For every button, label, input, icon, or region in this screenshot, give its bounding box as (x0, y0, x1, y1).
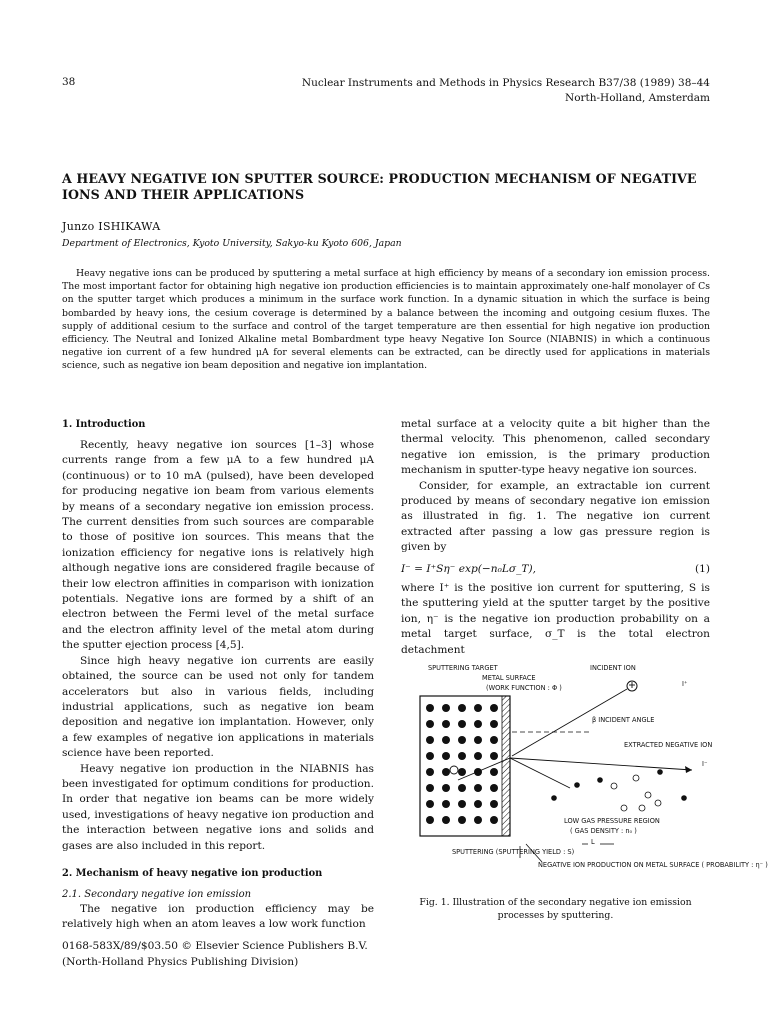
label-i-minus: I⁻ (702, 760, 708, 768)
publisher-footer (62, 938, 368, 970)
target-atom (474, 704, 482, 712)
paragraph: Since high heavy negative ion currents are easily obtained, the source can be used not only for tandem accelerators but also in various fields, including industrial applications, such as negative ion beam deposition and negative ion implantation. However, only a few examples of negative ion applications in materials science have been reported. (62, 654, 374, 760)
paragraph: Heavy negative ion production in the NIABNIS has been investigated for optimum conditions for production. In order that negative ion beams can be more widely used, investigations of heavy negative ion production and the interaction between negative ions and solids and gases are also included in this report. (62, 762, 374, 852)
target-atom (442, 784, 450, 792)
publisher-division: (North-Holland Physics Publishing Division) (62, 956, 299, 968)
target-atom (490, 704, 498, 712)
label-sputtering-target: SPUTTERING TARGET (428, 664, 498, 672)
left-column (62, 417, 374, 933)
target-atom (490, 816, 498, 824)
issn-line: 0168-583X/89/$03.50 © Elsevier Science Publishers B.V. (62, 940, 368, 952)
target-atom (490, 720, 498, 728)
label-length-l: L (591, 838, 595, 846)
target-atom (490, 736, 498, 744)
target-atom (426, 736, 434, 744)
paragraph: Consider, for example, an extractable ion current produced by means of secondary negative ion emission as illustrated in fig. 1. The negative ion current extracted after passing a low gas pressure region is given by (401, 479, 710, 554)
target-outline (420, 696, 510, 836)
paragraph: Recently, heavy negative ion sources [1–3] whose currents range from a few μA to a few hundred μA (continuous) or to 10 mA (pulsed), have been developed for producing negative ion beam from various elements by means of a secondary negative ion emission process. The current densities from such sources are comparable to those of positive ion sources. This means that the ionization efficiency for negative ions is relatively high although negative ions are considered fragile because of their low electron affinities in comparison with ionization potentials. Negative ions are formed by a shift of an electron between the Fermi level of the metal surface and the electron affinity level of the metal atom during the sputter ejection process [4,5]. (62, 439, 374, 652)
equation-1 (401, 562, 710, 577)
metal-surface-layer (502, 696, 510, 836)
target-atom (442, 736, 450, 744)
label-incident-ion: INCIDENT ION (590, 664, 636, 672)
abstract: Heavy negative ions can be produced by sputtering a metal surface at high efficiency by means of a secondary ion emission process. The most important factor for obtaining high negative ion production efficiencies is to maintain approximately one-half monolayer of Cs on the sputter target which produces a minimum in the surface work function. In a dynamic situation in which the surface is being bombarded by heavy ions, the cesium coverage is determined by a balance between the incoming and outgoing cesium fluxes. The supply of additional cesium to the surface and control of the target temperature are then essential for high negative ion production efficiency. The Neutral and Ionized Alkaline metal Bombardment type heavy Negative Ion Source (NIABNIS) in which a continuous negative ion current of a few hundred μA for several elements can be extracted, can be directly used for applications in materials science, such as negative ion beam deposition and negative ion implantation. (62, 268, 710, 372)
paragraph: where I⁺ is the positive ion current for sputtering, S is the sputtering yield at the sputter target by the positive ion, η⁻ is the negative ion production probability on a metal target surface, σ_T is the total electron detachment (401, 582, 710, 656)
target-atom (474, 736, 482, 744)
target-atom (490, 784, 498, 792)
target-atom (474, 752, 482, 760)
subsection-heading: 2.1. Secondary negative ion emission (62, 888, 252, 900)
paper-title: A HEAVY NEGATIVE ION SPUTTER SOURCE: PRODUCTION MECHANISM OF NEGATIVE IONS AND THEIR APPLICATIONS (62, 171, 697, 202)
paragraph: The negative ion production efficiency may be relatively high when an atom leaves a low work function (62, 902, 374, 931)
target-atom (442, 720, 450, 728)
journal-citation (302, 76, 710, 106)
target-atom (442, 768, 450, 776)
target-atom (458, 768, 466, 776)
target-atom (458, 720, 466, 728)
target-atom (474, 784, 482, 792)
journal-name: Nuclear Instruments and Methods in Physics Research B37/38 (1989) 38–44 (301, 77, 710, 89)
target-atom (458, 704, 466, 712)
section-heading-introduction: 1. Introduction (62, 419, 146, 430)
target-atoms (426, 704, 498, 824)
target-atom (442, 800, 450, 808)
publisher-location: North-Holland, Amsterdam (565, 92, 710, 104)
label-metal-surface: METAL SURFACE (482, 674, 536, 682)
equation-body: I⁻ = I⁺Sη⁻ exp(−n₀Lσ_T), (401, 562, 536, 575)
author-affiliation: Department of Electronics, Kyoto University, Sakyo-ku Kyoto 606, Japan (62, 238, 402, 249)
label-i-plus: I⁺ (682, 680, 688, 688)
section-heading-mechanism: 2. Mechanism of heavy negative ion production (62, 867, 323, 879)
figure-caption: Fig. 1. Illustration of the secondary negative ion emission processes by sputtering. (419, 897, 692, 921)
target-atom (442, 816, 450, 824)
equation-number: (1) (694, 562, 710, 575)
target-atom (426, 720, 434, 728)
paragraph: metal surface at a velocity quite a bit higher than the thermal velocity. This phenomenon, called secondary negative ion emission, is the primary production mechanism in sputter-type heavy negative ion sources. (401, 418, 710, 477)
target-atom (426, 752, 434, 760)
target-atom (458, 784, 466, 792)
right-column (401, 417, 710, 658)
target-atom (458, 816, 466, 824)
target-atom (474, 800, 482, 808)
target-atom (490, 768, 498, 776)
target-atom (442, 752, 450, 760)
sputtering-diagram (414, 658, 768, 898)
target-atom (458, 800, 466, 808)
target-atom (442, 704, 450, 712)
target-atom (458, 736, 466, 744)
target-atom (426, 816, 434, 824)
target-atom (490, 752, 498, 760)
target-atom (474, 720, 482, 728)
page-number: 38 (62, 76, 76, 88)
label-sputtering-yield: SPUTTERING (SPUTTERING YIELD : S) (452, 848, 575, 856)
label-gas-density: ( GAS DENSITY : n₀ ) (570, 827, 637, 835)
target-atom (458, 752, 466, 760)
label-incident-angle: β INCIDENT ANGLE (592, 716, 655, 724)
label-work-function: (WORK FUNCTION : Φ ) (486, 684, 562, 692)
label-extracted-negative-ion: EXTRACTED NEGATIVE ION (624, 741, 713, 749)
label-low-gas-pressure: LOW GAS PRESSURE REGION (564, 817, 660, 825)
target-atom (426, 704, 434, 712)
target-atom (426, 800, 434, 808)
target-atom (490, 800, 498, 808)
extracted-ion-path (510, 758, 692, 770)
target-atom (426, 784, 434, 792)
author-name: Junzo ISHIKAWA (62, 220, 161, 233)
target-atom (426, 768, 434, 776)
target-atom (474, 816, 482, 824)
figure-1-illustration (414, 658, 768, 898)
label-negative-ion-production: NEGATIVE ION PRODUCTION ON METAL SURFACE ( PROBABILITY : η⁻ ) (538, 861, 768, 869)
sputtered-path (510, 758, 570, 788)
